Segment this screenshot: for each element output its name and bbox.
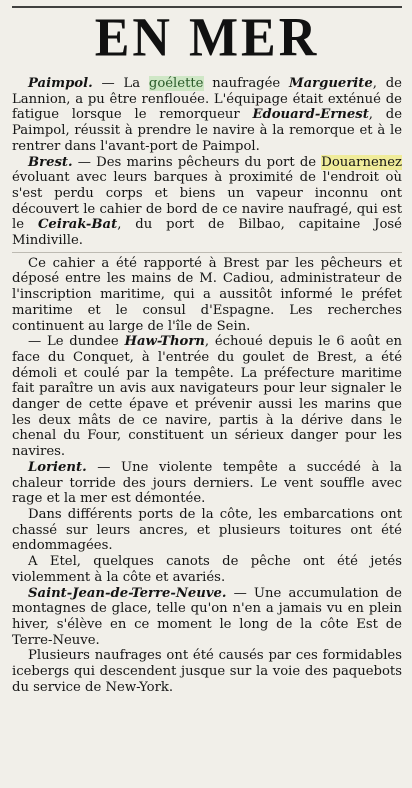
- article-paragraph: Dans différents ports de la côte, les embarcations ont chassé sur leurs ancres, et plusieurs toitures ont été endommagées.: [12, 506, 402, 554]
- article-text: naufragée: [203, 76, 290, 91]
- ship-name: Ceirak-Bat: [37, 217, 118, 233]
- article-text: — Le dundee: [28, 334, 125, 350]
- article-text: — Une violente tempête a succédé à la chaleur torride des jours derniers. Le vent souffle avec rage et la mer est démontée.: [12, 459, 402, 507]
- dateline: Saint-Jean-de-Terre-Neuve.: [28, 585, 227, 601]
- ship-name: Haw-Thorn: [124, 334, 205, 350]
- article-text: , échoué depuis le 6 août en face du Conquet, à l'entrée du goulet de Brest, a été démoli et coulé par la tempête. La préfecture maritime fait paraître un avis aux navigateurs pour leur signaler le danger de cette épave et prévenir aussi les marins que les deux mâts de ce navire, partis à la dérive dans le chenal du Four, constituent un sérieux danger pour les navires.: [12, 334, 402, 460]
- article-text: , de Paimpol, réussit à prendre le navire à la remorque et à le rentrer dans l'avant-port de Paimpol.: [12, 107, 402, 154]
- article-text: évoluant avec leurs barques à proximité de l'endroit où s'est perdu corps et biens un vapeur inconnu ont découvert le cahier de bord de ce navire naufragé, qui est le: [12, 170, 402, 233]
- ship-name: Marguerite: [289, 76, 373, 91]
- bleed-through-text: [354, 14, 410, 64]
- ship-name: Edouard-Ernest: [252, 107, 369, 123]
- article-text: — Une accumulation de montagnes de glace, telle qu'on n'en a jamais vu en plein hiver, s'élève en ce moment le long de la côte Est de Terre-Neuve.: [12, 585, 402, 648]
- article-paragraph: Ce cahier a été rapporté à Brest par les pêcheurs et déposé entre les mains de M. Cadiou, administrateur de l'inscription maritime, qui a aussitôt informé le préfet maritime et le consul d'Espagne. Les recherches continuent au large de l'île de Sein.: [12, 255, 402, 334]
- article-terre-neuve: [12, 586, 402, 649]
- article-text: , de Lannion, a pu être renflouée. L'équipage était exténué de fatigue lorsque le remorqueur: [12, 76, 402, 123]
- dateline: Brest.: [28, 154, 73, 170]
- article-hawthorn: [12, 334, 402, 460]
- highlighted-word: Douarnenez: [321, 154, 402, 170]
- article-paragraph: Plusieurs naufrages ont été causés par ces formidables icebergs qui descendent jusque sur la voie des paquebots du service de New-York.: [12, 648, 402, 695]
- article-paimpol: [12, 76, 402, 155]
- highlighted-word: goélette: [148, 76, 204, 91]
- page-title: EN MER: [94, 8, 320, 69]
- article-paragraph: A Etel, quelques canots de pêche ont été jetés violemment à la côte et avariés.: [12, 554, 402, 585]
- article-text: — Des marins pêcheurs du port de: [72, 154, 322, 170]
- article-text: , du port de Bilbao, capitaine José Mindiville.: [12, 217, 402, 249]
- dateline: Lorient.: [28, 459, 87, 475]
- article-lorient: [12, 460, 402, 507]
- article-brest: [12, 155, 402, 249]
- dateline: Paimpol.: [28, 76, 93, 91]
- article-text: — La: [92, 76, 149, 91]
- divider: [12, 252, 402, 253]
